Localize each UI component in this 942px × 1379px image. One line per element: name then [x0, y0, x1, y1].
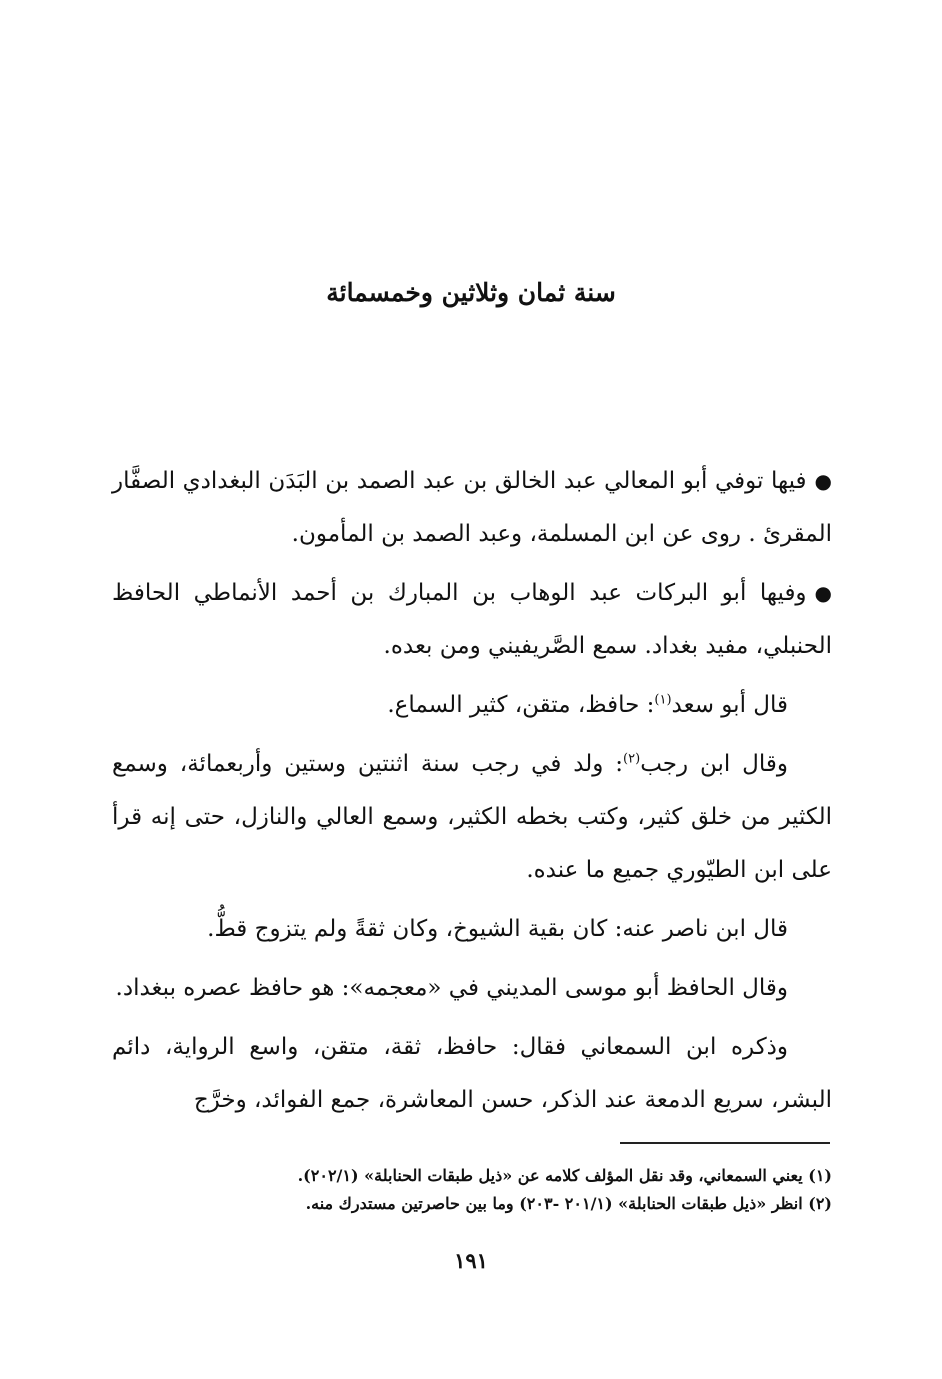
main-text [112, 455, 832, 1133]
paragraph-4 [112, 738, 832, 897]
paragraph-4-text-start: وقال ابن رجب [640, 751, 788, 777]
paragraph-6: وقال الحافظ أبو موسى المديني في «معجمه»: هو حافظ عصره ببغداد. [115, 975, 788, 1001]
page-title: سنة ثمان وثلاثين وخمسمائة [326, 278, 616, 307]
bullet-icon: ● [814, 469, 832, 493]
paragraph-3-text-start: قال أبو سعد [671, 692, 788, 718]
footnote-ref-2: (٢) [623, 751, 641, 767]
footnote-1: (١) يعني السمعاني، وقد نقل المؤلف كلامه عن «ذيل طبقات الحنابلة» (٢٠٢/١). [297, 1166, 832, 1185]
paragraph-3 [112, 679, 832, 732]
footnote-ref-1: (١) [654, 692, 672, 708]
paragraph-5: قال ابن ناصر عنه: كان بقية الشيوخ، وكان ثقةً ولم يتزوج قطُّ. [207, 916, 788, 942]
footnote-2: (٢) انظر «ذيل طبقات الحنابلة» (٢٠١/١ -٢٠٣) وما بين حاصرتين مستدرك منه. [305, 1194, 832, 1213]
paragraph-2-text: وفيها أبو البركات عبد الوهاب بن المبارك بن أحمد الأنماطي الحافظ الحنبلي، مفيد بغداد. سمع الصَّريفيني ومن بعده. [112, 580, 832, 659]
bullet-icon: ● [814, 581, 832, 605]
footnotes [112, 1162, 832, 1218]
footnote-divider [620, 1142, 830, 1144]
paragraph-7: وذكره ابن السمعاني فقال: حافظ، ثقة، متقن، واسع الرواية، دائم البشر، سريع الدمعة عند الذكر، حسن المعاشرة، جمع الفوائد، وخرَّج [112, 1034, 832, 1113]
paragraph-3-text-end: : حافظ، متقن، كثير السماع. [387, 692, 655, 718]
paragraph-2 [112, 567, 832, 673]
paragraph-4-text-end: : ولد في رجب سنة اثنتين وستين وأربعمائة، وسمع الكثير من خلق كثير، وكتب بخطه الكثير، وسمع العالي والنازل، حتى إنه قرأ على ابن الطيّوري جميع ما عنده. [112, 751, 832, 883]
paragraph-1-text: فيها توفي أبو المعالي عبد الخالق بن عبد الصمد بن البَدَن البغدادي الصفَّار المقرئ . روى عن ابن المسلمة، وعبد الصمد بن المأمون. [112, 468, 832, 547]
page-number: ١٩١ [454, 1248, 488, 1273]
paragraph-1 [112, 455, 832, 561]
